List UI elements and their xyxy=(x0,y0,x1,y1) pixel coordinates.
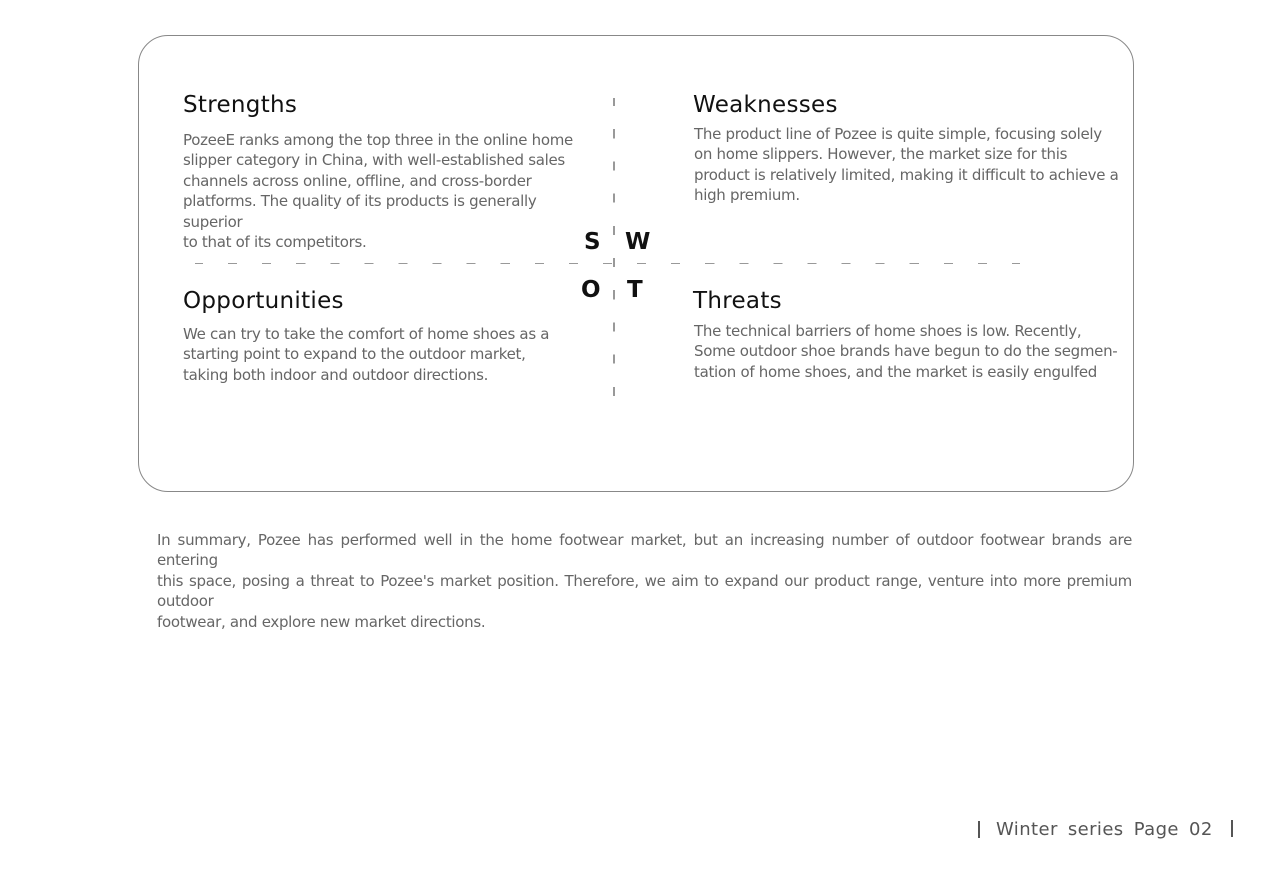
page-footer xyxy=(978,816,1238,842)
swot-letter-o: O xyxy=(581,277,601,303)
summary-paragraph xyxy=(157,530,1132,632)
weaknesses-title: Weaknesses xyxy=(693,92,838,118)
opportunities-title: Opportunities xyxy=(183,288,344,314)
threats-text xyxy=(694,321,1124,382)
strengths-title: Strengths xyxy=(183,92,298,118)
opportunities-line: We can try to take the comfort of home shoes as a xyxy=(183,325,550,343)
weaknesses-line: product is relatively limited, making it difficult to achieve a xyxy=(694,165,1119,184)
strengths-line: PozeeE ranks among the top three in the online home xyxy=(183,131,573,149)
strengths-line: to that of its competitors. xyxy=(183,233,367,252)
threats-line: tation of home shoes, and the market is easily engulfed xyxy=(694,362,1097,381)
swot-letter-s: S xyxy=(584,229,601,255)
summary-line: this space, posing a threat to Pozee's market position. Therefore, we aim to expand our product range, venture into more premium outdoor xyxy=(157,571,1132,611)
swot-letter-t: T xyxy=(627,277,643,303)
footer-label: Winter series Page 02 xyxy=(996,818,1213,840)
weaknesses-line: on home slippers. However, the market size for this xyxy=(694,145,1068,164)
summary-line: In summary, Pozee has performed well in the home footwear market, but an increasing number of outdoor footwear brands are entering xyxy=(157,531,1132,570)
strengths-text xyxy=(183,130,593,252)
footer-divider-right xyxy=(1231,820,1233,837)
summary-line: footwear, and explore new market directions. xyxy=(157,612,486,631)
swot-vertical-axis xyxy=(613,98,615,418)
strengths-line: platforms. The quality of its products is generally superior xyxy=(183,192,537,231)
opportunities-line: taking both indoor and outdoor directions. xyxy=(183,365,489,384)
weaknesses-text xyxy=(694,124,1124,206)
swot-letter-w: W xyxy=(625,229,651,255)
threats-title: Threats xyxy=(693,288,782,314)
swot-horizontal-axis xyxy=(195,263,1020,264)
opportunities-text xyxy=(183,324,593,385)
strengths-line: slipper category in China, with well-established sales xyxy=(183,151,565,170)
weaknesses-line: The product line of Pozee is quite simple, focusing solely xyxy=(694,125,1102,143)
opportunities-line: starting point to expand to the outdoor market, xyxy=(183,345,526,364)
weaknesses-line: high premium. xyxy=(694,186,800,205)
footer-divider-left xyxy=(978,821,980,838)
strengths-line: channels across online, offline, and cross-border xyxy=(183,171,532,190)
threats-line: The technical barriers of home shoes is low. Recently, xyxy=(694,322,1082,340)
threats-line: Some outdoor shoe brands have begun to do the segmen- xyxy=(694,342,1118,361)
